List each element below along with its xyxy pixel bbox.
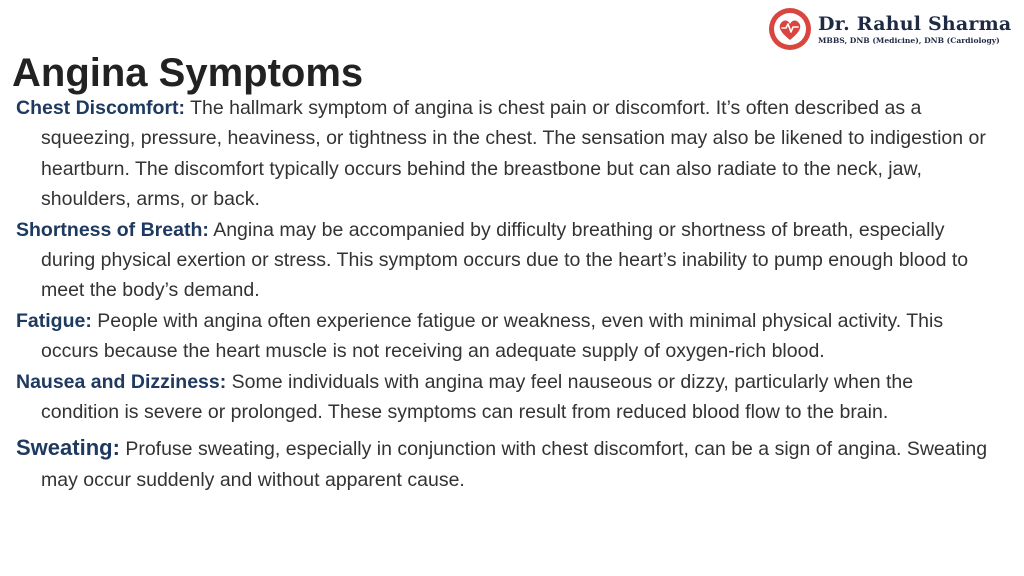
brand-text bbox=[818, 13, 1011, 46]
symptom-nausea-dizziness bbox=[16, 367, 996, 428]
doctor-credentials: MBBS, DNB (Medicine), DNB (Cardiology) bbox=[818, 35, 1000, 45]
symptom-label: Fatigue: bbox=[16, 309, 92, 332]
symptom-text: People with angina often experience fatigue or weakness, even with minimal physical activity. This occurs because the heart muscle is not receiving an adequate supply of oxygen-rich blood. bbox=[41, 309, 944, 363]
symptom-text: Angina may be accompanied by difficulty breathing or shortness of breath, especially during physical exertion or stress. This symptom occurs due to the heart’s inability to pump enough blood to meet the body’s demand. bbox=[41, 218, 969, 302]
heart-circle-icon bbox=[768, 7, 812, 51]
doctor-name: Dr. Rahul Sharma bbox=[818, 12, 1012, 35]
symptom-sweating bbox=[16, 433, 996, 495]
symptom-chest-discomfort bbox=[16, 93, 996, 215]
symptom-fatigue bbox=[16, 306, 996, 367]
brand-logo bbox=[768, 6, 1018, 52]
symptom-label: Chest Discomfort: bbox=[16, 97, 186, 119]
page-title: Angina Symptoms bbox=[12, 51, 364, 95]
symptom-text: Profuse sweating, especially in conjunction with chest discomfort, can be a sign of angina. Sweating may occur suddenly and without apparent cause. bbox=[41, 438, 988, 491]
symptom-list bbox=[16, 93, 996, 495]
symptom-text: Some individuals with angina may feel nauseous or dizzy, particularly when the condition is severe or prolonged. These symptoms can result from reduced blood flow to the brain. bbox=[41, 370, 914, 424]
symptom-shortness-of-breath bbox=[16, 215, 996, 306]
symptom-label: Shortness of Breath: bbox=[16, 218, 209, 241]
symptom-text: The hallmark symptom of angina is chest pain or discomfort. It’s often described as a squeezing, pressure, heaviness, or tightness in the chest. The sensation may also be likened to indigestion or heartburn. The discomfort typically occurs behind the breastbone but can also radiate to the neck, jaw, shoulders, arms, or back. bbox=[41, 97, 986, 211]
symptom-label: Sweating: bbox=[16, 435, 120, 461]
symptom-label: Nausea and Dizziness: bbox=[16, 370, 227, 393]
